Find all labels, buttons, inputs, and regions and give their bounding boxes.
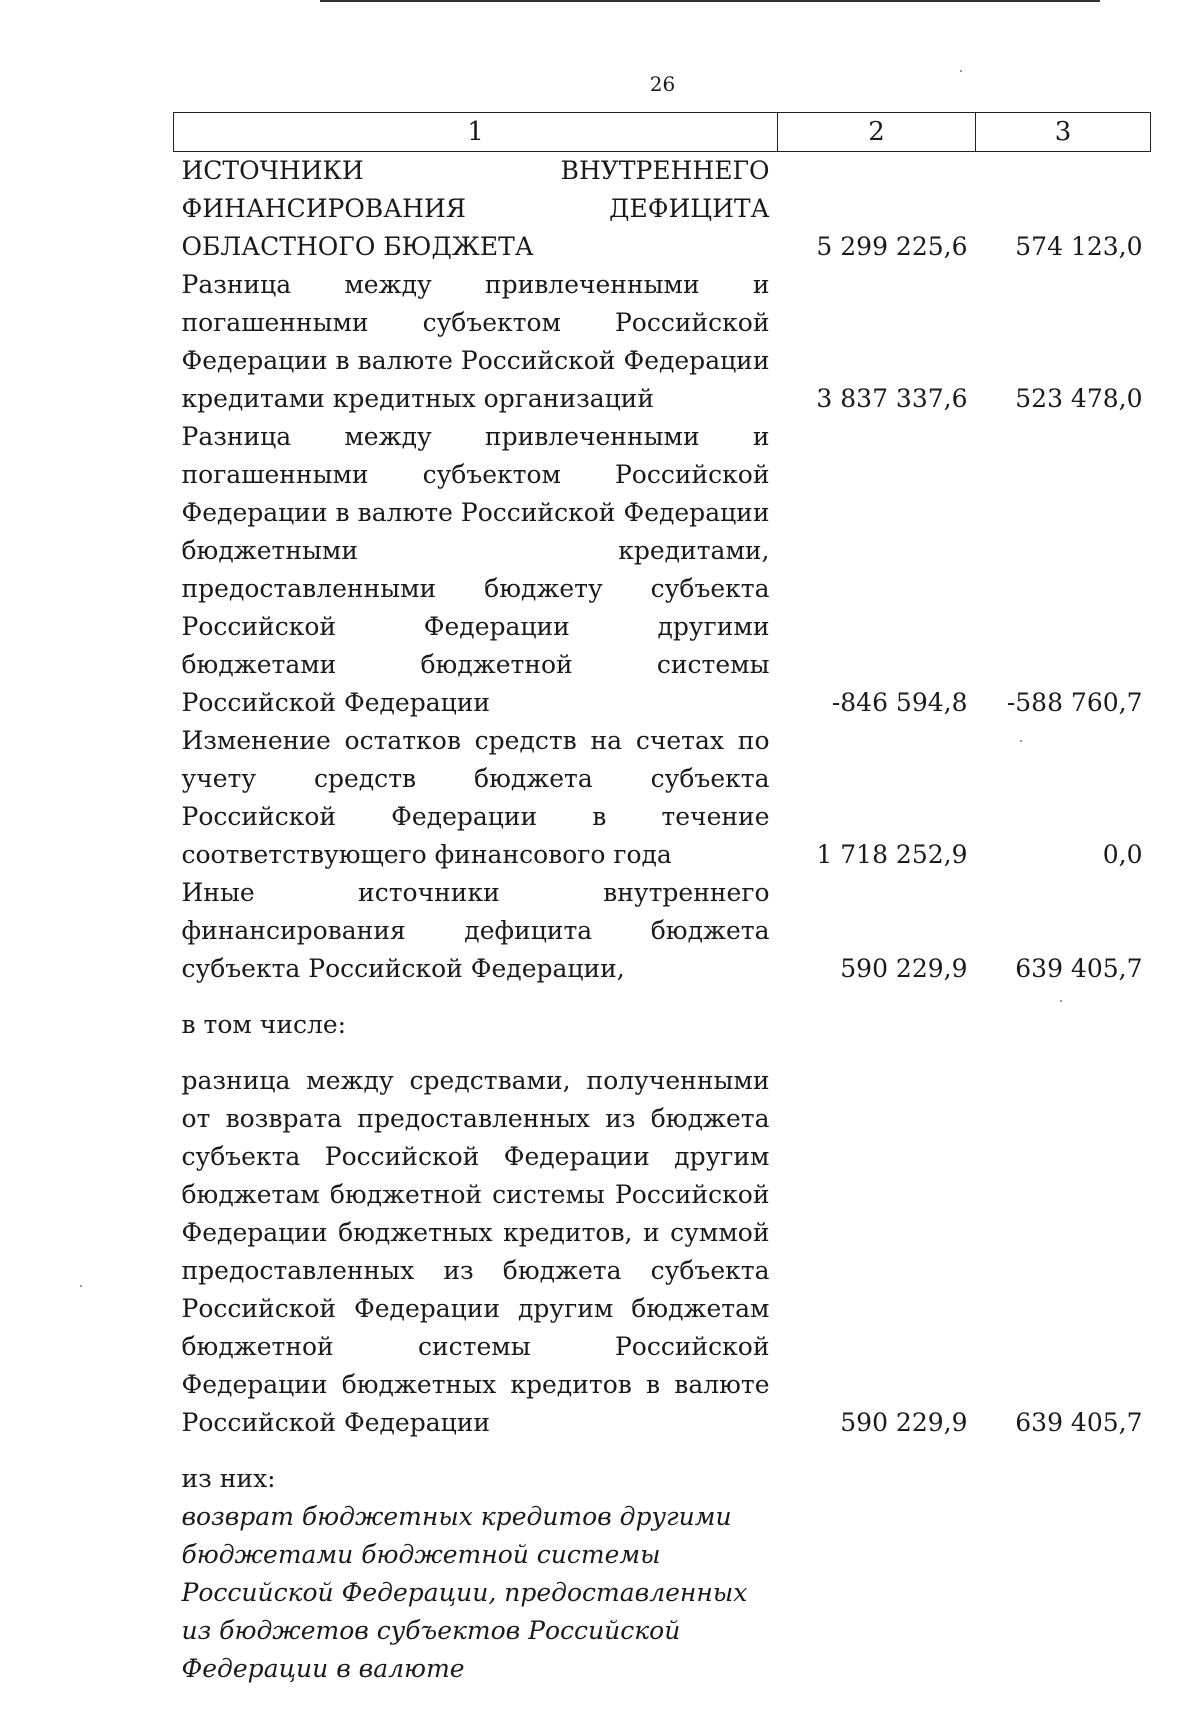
row-value-col3: 639 405,7	[1015, 1408, 1143, 1437]
row-value-col2	[778, 1460, 976, 1498]
row-spacer	[174, 1442, 1151, 1460]
row-value-col2: 1 718 252,9	[816, 840, 968, 869]
row-label: Изменение остатков средств на счетах по учету средств бюджета субъекта Российской Федерации в течение соответствующего финансового года	[181, 726, 770, 869]
column-header-3: 3	[976, 113, 1151, 152]
row-value-col2: -846 594,8	[831, 688, 968, 717]
table-row	[174, 152, 1151, 267]
row-value-col3	[976, 1006, 1151, 1044]
row-value-col3: 523 478,0	[1015, 384, 1143, 413]
row-spacer	[174, 988, 1151, 1006]
row-value-col2	[778, 1006, 976, 1044]
table-row	[174, 1498, 1151, 1688]
row-label: разница между средствами, полученными от возврата предоставленных из бюджета субъекта Российской Федерации другим бюджетам бюджетной системы Российской Федерации бюджетных кредитов, и суммой предоставленных из бюджета субъекта Российской Федерации другим бюджетам бюджетной системы Российской Федерации бюджетных кредитов в валюте Российской Федерации	[181, 1066, 770, 1437]
row-value-col3	[976, 1498, 1151, 1688]
scan-speck	[80, 1285, 82, 1287]
row-value-col3: 639 405,7	[1015, 954, 1143, 983]
scan-speck	[1020, 740, 1022, 742]
table-row	[174, 1006, 1151, 1044]
row-value-col3	[976, 1460, 1151, 1498]
row-label: в том числе:	[181, 1010, 347, 1039]
row-label: из них:	[181, 1464, 276, 1493]
row-spacer	[174, 1044, 1151, 1062]
row-label: возврат бюджетных кредитов другими бюджетами бюджетной системы Российской Федерации, предоставленных из бюджетов субъектов Российской Федерации в валюте	[181, 1502, 748, 1683]
table-row	[174, 722, 1151, 874]
row-label: Разница между привлеченными и погашенными субъектом Российской Федерации в валюте Российской Федерации кредитами кредитных организаций	[181, 270, 770, 413]
table-row	[174, 874, 1151, 988]
column-header-1: 1	[174, 113, 778, 152]
header-row	[174, 113, 1151, 152]
table-row	[174, 1062, 1151, 1442]
scan-speck	[960, 70, 962, 72]
table-row	[174, 418, 1151, 722]
row-value-col3: -588 760,7	[1006, 688, 1143, 717]
scan-speck	[1060, 1000, 1062, 1002]
row-value-col2	[778, 1498, 976, 1688]
column-header-2: 2	[778, 113, 976, 152]
sources-table	[173, 112, 1151, 1688]
row-value-col2: 590 229,9	[840, 1408, 968, 1437]
row-label: ИСТОЧНИКИ ВНУТРЕННЕГО ФИНАНСИРОВАНИЯ ДЕФИЦИТА ОБЛАСТНОГО БЮДЖЕТА	[181, 156, 770, 261]
row-value-col2: 3 837 337,6	[816, 384, 968, 413]
table-row	[174, 266, 1151, 418]
table-row	[174, 1460, 1151, 1498]
row-value-col3: 0,0	[1102, 840, 1143, 869]
page-number: 26	[649, 72, 676, 96]
top-rule	[320, 0, 1100, 2]
row-label: Иные источники внутреннего финансирования дефицита бюджета субъекта Российской Федерации,	[181, 878, 770, 983]
row-value-col3: 574 123,0	[1015, 232, 1143, 261]
row-label: Разница между привлеченными и погашенными субъектом Российской Федерации в валюте Российской Федерации бюджетными кредитами, предоставленными бюджету субъекта Российской Федерации другими бюджетами бюджетной системы Российской Федерации	[181, 422, 770, 717]
row-value-col2: 590 229,9	[840, 954, 968, 983]
row-value-col2: 5 299 225,6	[816, 232, 968, 261]
